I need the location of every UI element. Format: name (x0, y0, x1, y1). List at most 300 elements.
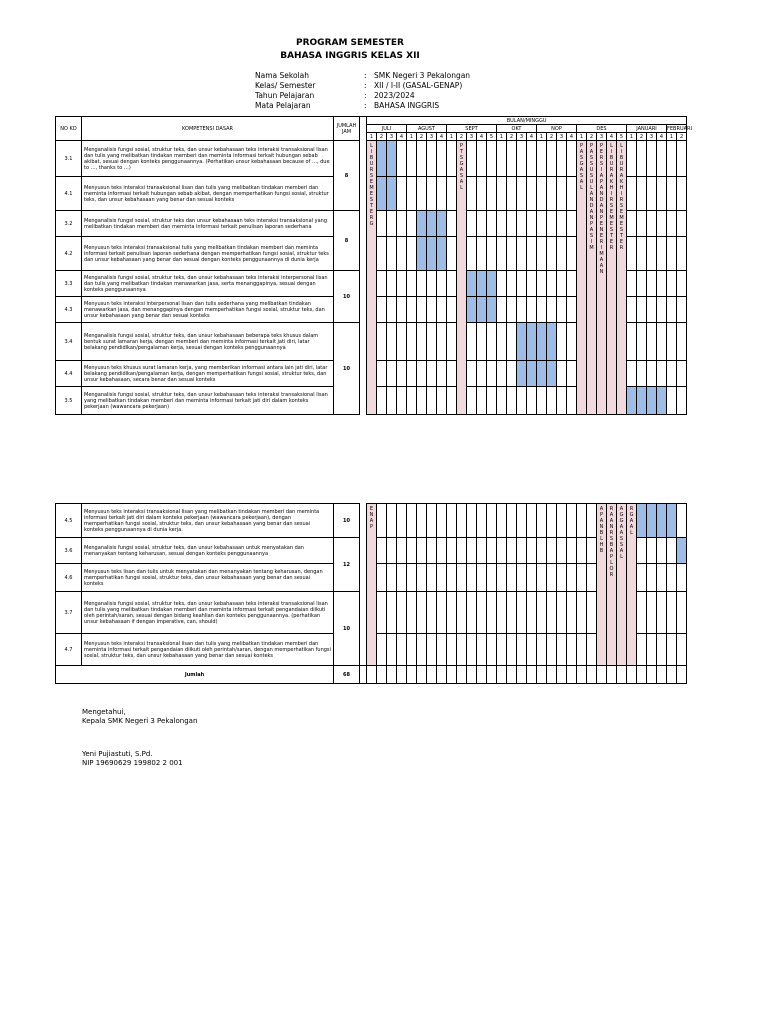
schedule-cell-active (527, 361, 537, 387)
info-colon: : (364, 71, 367, 80)
schedule-cell (677, 237, 687, 271)
schedule-cell (427, 177, 437, 211)
schedule-cell (397, 297, 407, 323)
schedule-cell (517, 592, 527, 634)
kd-number: 3.3 (56, 271, 82, 297)
schedule-cell (537, 141, 547, 177)
info-label: Tahun Pelajaran (255, 91, 315, 100)
schedule-cell-active (537, 323, 547, 361)
week-number: 2 (637, 133, 647, 141)
schedule-cell (647, 271, 657, 297)
schedule-cell (477, 211, 487, 237)
schedule-cell (367, 666, 377, 684)
kd-row (56, 141, 687, 177)
schedule-cell (417, 323, 427, 361)
week-number: 1 (407, 133, 417, 141)
week-number: 1 (447, 133, 457, 141)
week-number: 4 (437, 133, 447, 141)
schedule-cell (657, 271, 667, 297)
schedule-cell (397, 237, 407, 271)
kd-description: Menganalisis fungsi sosial, struktur teks, dan unsur kebahasaan teks interaksi transaksional lisan dan tulis yang melibatkan tindakan memberi dan meminta informasi terkait hubungan sebab akibat, sesuai dengan konteks penggunaannya. (Perhatikan unsur kebahasaan because of …, due to …, thanks to …) (82, 141, 334, 177)
schedule-cell (527, 504, 537, 538)
schedule-cell (677, 504, 687, 538)
schedule-cell (397, 538, 407, 564)
schedule-cell (447, 538, 457, 564)
schedule-cell (657, 538, 667, 564)
schedule-cell (417, 504, 427, 538)
schedule-cell (627, 211, 637, 237)
kd-description: Menganalisis fungsi sosial, struktur teks, dan unsur kebahasaan beberapa teks khusus dalam bentuk surat lamaran kerja, dengan memberi dan meminta informasi terkait jati diri, latar belakang pendidikan/pengalaman kerja, sesuai dengan konteks penggunaannya (82, 323, 334, 361)
vertical-label: A P A N B L H B (597, 504, 607, 666)
schedule-cell (487, 634, 497, 666)
week-number: 1 (497, 133, 507, 141)
schedule-cell (407, 177, 417, 211)
schedule-cell (407, 211, 417, 237)
schedule-cell (417, 177, 427, 211)
schedule-cell (527, 666, 537, 684)
kd-number: 3.7 (56, 592, 82, 634)
kd-description: Menyusun teks interaksi interpersonal lisan dan tulis sederhana yang melibatkan tindakan menawarkan jasa, dan menanggapinya dengan memperhatikan fungsi sosial, struktur teks, dan unsur kebahasaan yang benar dan sesuai konteks (82, 297, 334, 323)
schedule-cell (467, 504, 477, 538)
schedule-cell (447, 504, 457, 538)
kd-number: 3.6 (56, 538, 82, 564)
schedule-cell (397, 634, 407, 666)
schedule-cell (677, 177, 687, 211)
schedule-cell (667, 666, 677, 684)
week-number: 3 (647, 133, 657, 141)
schedule-cell (397, 271, 407, 297)
schedule-cell (487, 387, 497, 415)
jumlah-jam-value: 10 (334, 271, 360, 323)
schedule-cell (547, 237, 557, 271)
schedule-cell (647, 237, 657, 271)
week-number: 4 (607, 133, 617, 141)
schedule-cell (677, 666, 687, 684)
week-number: 3 (467, 133, 477, 141)
info-colon: : (364, 101, 367, 110)
schedule-cell (517, 237, 527, 271)
week-number: 3 (517, 133, 527, 141)
schedule-cell (387, 538, 397, 564)
schedule-cell (627, 177, 637, 211)
schedule-cell (467, 666, 477, 684)
week-number: 2 (417, 133, 427, 141)
kd-description: Menganalisis fungsi sosial, struktur teks, dan unsur kebahasaan teks interaksi transaksional lisan yang melibatkan tindakan memberi dan meminta informasi terkait jati diri dalam konteks pekerjaan (wawancara pekerjaan) (82, 387, 334, 415)
schedule-cell (497, 564, 507, 592)
schedule-cell (467, 634, 477, 666)
month-header: NOP (537, 125, 577, 133)
schedule-cell (637, 271, 647, 297)
schedule-cell (577, 592, 587, 634)
schedule-cell-active (637, 387, 647, 415)
schedule-cell (557, 323, 567, 361)
schedule-cell (647, 592, 657, 634)
schedule-cell (627, 666, 637, 684)
schedule-cell-active (437, 237, 447, 271)
schedule-cell-active (547, 323, 557, 361)
schedule-cell (507, 271, 517, 297)
schedule-cell (377, 592, 387, 634)
schedule-cell (487, 141, 497, 177)
schedule-cell (437, 387, 447, 415)
schedule-cell (567, 361, 577, 387)
schedule-cell (657, 211, 667, 237)
week-number: 4 (657, 133, 667, 141)
schedule-cell (467, 387, 477, 415)
schedule-cell (447, 211, 457, 237)
week-number: 2 (587, 133, 597, 141)
schedule-cell (507, 538, 517, 564)
schedule-cell (407, 323, 417, 361)
kd-number: 4.4 (56, 361, 82, 387)
header-spacer (360, 117, 367, 141)
info-block (0, 71, 768, 115)
schedule-cell (467, 211, 477, 237)
month-header: OKT (497, 125, 537, 133)
schedule-cell (467, 361, 477, 387)
schedule-cell (417, 666, 427, 684)
info-colon: : (364, 91, 367, 100)
kd-number: 3.4 (56, 323, 82, 361)
schedule-cell (567, 323, 577, 361)
schedule-cell (667, 211, 677, 237)
schedule-cell (397, 387, 407, 415)
kd-number: 3.2 (56, 211, 82, 237)
schedule-cell (517, 271, 527, 297)
schedule-cell (497, 538, 507, 564)
week-number: 3 (427, 133, 437, 141)
schedule-cell (567, 177, 577, 211)
schedule-cell (487, 592, 497, 634)
schedule-cell-active (677, 538, 687, 564)
info-value: BAHASA INGGRIS (374, 101, 440, 110)
schedule-cell (487, 538, 497, 564)
schedule-cell-active (387, 141, 397, 177)
month-header: FEBRUARI (667, 125, 692, 132)
schedule-cell (477, 666, 487, 684)
schedule-cell-active (377, 177, 387, 211)
schedule-cell (377, 387, 387, 415)
week-number: 3 (557, 133, 567, 141)
schedule-cell (497, 387, 507, 415)
schedule-cell (547, 211, 557, 237)
schedule-cell (407, 361, 417, 387)
schedule-cell (547, 177, 557, 211)
kd-description: Menyusun teks lisan dan tulis untuk menyatakan dan menanyakan tentang keharusan, dengan memperhatikan fungsi sosial, struktur teks, dan unsur kebahasaan yang benar dan sesuai konteks (82, 564, 334, 592)
schedule-cell (397, 177, 407, 211)
schedule-cell (557, 504, 567, 538)
schedule-cell (587, 592, 597, 634)
schedule-cell (567, 297, 577, 323)
schedule-cell (397, 666, 407, 684)
schedule-cell (577, 634, 587, 666)
week-number: 4 (567, 133, 577, 141)
schedule-cell (497, 237, 507, 271)
schedule-cell (507, 504, 517, 538)
schedule-cell (407, 297, 417, 323)
schedule-cell (377, 297, 387, 323)
week-number: 4 (397, 133, 407, 141)
schedule-cell (527, 211, 537, 237)
total-label: Jumlah (56, 666, 334, 684)
schedule-cell (407, 564, 417, 592)
schedule-cell (527, 538, 537, 564)
schedule-cell (427, 538, 437, 564)
kd-number: 4.2 (56, 237, 82, 271)
schedule-cell (677, 634, 687, 666)
schedule-cell (447, 141, 457, 177)
schedule-cell (647, 361, 657, 387)
footer-nama: Yeni Pujiastuti, S.Pd. (82, 750, 153, 758)
schedule-cell (567, 504, 577, 538)
schedule-cell (397, 211, 407, 237)
schedule-cell (637, 141, 647, 177)
schedule-cell (547, 271, 557, 297)
schedule-cell (667, 297, 677, 323)
schedule-cell (517, 634, 527, 666)
schedule-cell-active (417, 211, 427, 237)
doc-title: PROGRAM SEMESTER (296, 38, 404, 48)
schedule-cell (547, 387, 557, 415)
schedule-cell (437, 592, 447, 634)
schedule-cell (527, 297, 537, 323)
schedule-cell-active (477, 271, 487, 297)
info-value: XII / I-II (GASAL-GENAP) (374, 81, 463, 90)
schedule-cell (517, 141, 527, 177)
schedule-cell (507, 323, 517, 361)
schedule-cell (487, 211, 497, 237)
schedule-cell (377, 504, 387, 538)
schedule-cell (427, 141, 437, 177)
schedule-cell (667, 323, 677, 361)
schedule-cell (397, 361, 407, 387)
vertical-label: P T S G A S A L (457, 141, 467, 415)
footer-nip: NIP 19690629 199802 2 001 (82, 759, 183, 767)
kd-number: 4.5 (56, 504, 82, 538)
header-no-kd: NO KD (56, 117, 82, 141)
week-number: 2 (377, 133, 387, 141)
schedule-cell-active (427, 211, 437, 237)
vertical-label: L I B U R A K H I R S E M E S T E R (617, 141, 627, 415)
schedule-cell (507, 237, 517, 271)
schedule-cell (627, 323, 637, 361)
schedule-cell (527, 141, 537, 177)
schedule-cell (607, 666, 617, 684)
schedule-cell (567, 564, 577, 592)
info-colon: : (364, 81, 367, 90)
info-label: Mata Pelajaran (255, 101, 311, 110)
schedule-cell (577, 666, 587, 684)
schedule-cell (507, 297, 517, 323)
week-number: 1 (667, 133, 677, 141)
schedule-cell (547, 297, 557, 323)
schedule-cell (457, 504, 467, 538)
month-header: SEPT (447, 125, 497, 133)
kd-number: 4.6 (56, 564, 82, 592)
schedule-cell (587, 538, 597, 564)
schedule-cell (407, 387, 417, 415)
schedule-cell (417, 538, 427, 564)
schedule-cell (547, 592, 557, 634)
schedule-cell (477, 387, 487, 415)
schedule-cell (477, 538, 487, 564)
schedule-cell (497, 666, 507, 684)
schedule-cell (487, 177, 497, 211)
schedule-cell (467, 538, 477, 564)
schedule-cell (427, 504, 437, 538)
schedule-cell (657, 592, 667, 634)
schedule-cell (657, 564, 667, 592)
info-label: Kelas/ Semester (255, 81, 316, 90)
schedule-cell (497, 323, 507, 361)
schedule-cell (537, 564, 547, 592)
schedule-cell (387, 211, 397, 237)
schedule-cell (677, 271, 687, 297)
spacer-column (360, 666, 367, 684)
schedule-cell (667, 271, 677, 297)
schedule-cell (407, 141, 417, 177)
spacer-column (360, 504, 367, 666)
schedule-cell (567, 387, 577, 415)
kd-description: Menganalisis fungsi sosial, struktur teks, dan unsur kebahasaan teks interaksi transaksional lisan dan tulis yang melibatkan tindakan memberi dan meminta informasi terkait pengandaian diikuti oleh perintah/saran, sesuai dengan bidang keahlian dan konteks penggunaannya. (perhatikan unsur kebahasaan if dengan imperative, can, should) (82, 592, 334, 634)
schedule-cell (487, 361, 497, 387)
schedule-cell (397, 564, 407, 592)
schedule-cell (547, 141, 557, 177)
kd-description: Menyusun teks khusus surat lamaran kerja, yang memberikan informasi antara lain jati diri, latar belakang pendidikan/pengalaman kerja, dengan memperhatikan fungsi sosial, struktur teks, dan unsur kebahasaan, secara benar dan sesuai konteks (82, 361, 334, 387)
schedule-cell (637, 634, 647, 666)
schedule-cell (467, 237, 477, 271)
schedule-cell (647, 666, 657, 684)
schedule-cell (477, 323, 487, 361)
footer-mengetahui: Mengetahui, (82, 708, 126, 716)
schedule-cell (547, 564, 557, 592)
schedule-cell (457, 592, 467, 634)
vertical-label: R G A A L (627, 504, 637, 666)
schedule-cell (397, 323, 407, 361)
kd-number: 4.3 (56, 297, 82, 323)
schedule-cell (527, 271, 537, 297)
vertical-label: A G G A A S S A L (617, 504, 627, 666)
schedule-cell (537, 237, 547, 271)
schedule-cell (447, 297, 457, 323)
schedule-cell (647, 538, 657, 564)
schedule-cell (517, 538, 527, 564)
schedule-cell (667, 361, 677, 387)
schedule-cell-active (427, 237, 437, 271)
schedule-cell (557, 297, 567, 323)
schedule-cell (617, 666, 627, 684)
schedule-cell-active (467, 297, 477, 323)
schedule-cell (457, 564, 467, 592)
schedule-cell (497, 634, 507, 666)
schedule-cell (417, 141, 427, 177)
schedule-cell (547, 666, 557, 684)
schedule-cell (377, 271, 387, 297)
schedule-cell-active (537, 361, 547, 387)
schedule-cell (677, 592, 687, 634)
schedule-cell (667, 141, 677, 177)
schedule-cell (427, 564, 437, 592)
schedule-cell (467, 177, 477, 211)
schedule-cell (547, 504, 557, 538)
schedule-cell (557, 387, 567, 415)
schedule-cell (677, 564, 687, 592)
schedule-cell (567, 666, 577, 684)
schedule-cell (557, 538, 567, 564)
schedule-cell (447, 387, 457, 415)
schedule-cell (657, 666, 667, 684)
schedule-cell-active (627, 387, 637, 415)
vertical-label: P A S S U S U L A N D A N P A S I M (587, 141, 597, 415)
schedule-cell (517, 297, 527, 323)
schedule-cell (467, 564, 477, 592)
schedule-cell (587, 666, 597, 684)
schedule-cell (477, 592, 487, 634)
schedule-cell (467, 592, 477, 634)
vertical-label: P A S G A S A L (577, 141, 587, 415)
schedule-cell (377, 237, 387, 271)
schedule-table-semester-2 (55, 503, 687, 684)
schedule-cell (407, 504, 417, 538)
total-row (56, 666, 687, 684)
schedule-cell (427, 361, 437, 387)
schedule-cell (507, 592, 517, 634)
schedule-cell (457, 538, 467, 564)
schedule-cell (667, 538, 677, 564)
schedule-cell (437, 504, 447, 538)
schedule-cell (647, 564, 657, 592)
schedule-cell (387, 564, 397, 592)
schedule-cell (637, 297, 647, 323)
schedule-cell (417, 564, 427, 592)
schedule-cell (457, 634, 467, 666)
schedule-cell (567, 271, 577, 297)
schedule-cell (637, 177, 647, 211)
schedule-cell (497, 361, 507, 387)
schedule-cell (397, 592, 407, 634)
vertical-label: R A A N R S B A P L O R (607, 504, 617, 666)
schedule-cell (537, 297, 547, 323)
schedule-cell (447, 237, 457, 271)
schedule-cell (537, 592, 547, 634)
week-number: 5 (487, 133, 497, 141)
schedule-cell (427, 634, 437, 666)
kd-number: 3.5 (56, 387, 82, 415)
vertical-label: P E R S I A P A N D A N P E N E R I M A A N (597, 141, 607, 415)
vertical-label: L I B U R A K H I R S E M E S T E R (607, 141, 617, 415)
schedule-cell (507, 211, 517, 237)
schedule-cell (647, 141, 657, 177)
schedule-cell (677, 141, 687, 177)
schedule-cell (447, 592, 457, 634)
schedule-cell-active (437, 211, 447, 237)
schedule-cell (537, 538, 547, 564)
jumlah-jam-value: 10 (334, 504, 360, 538)
month-header: JANUARI (627, 125, 667, 133)
schedule-cell (497, 592, 507, 634)
schedule-cell (517, 666, 527, 684)
schedule-cell (447, 564, 457, 592)
schedule-cell (557, 634, 567, 666)
vertical-label: E N A P (367, 504, 377, 666)
schedule-cell (427, 666, 437, 684)
schedule-cell (647, 634, 657, 666)
schedule-cell (627, 361, 637, 387)
schedule-cell (527, 634, 537, 666)
schedule-cell (527, 237, 537, 271)
week-number: 1 (577, 133, 587, 141)
jumlah-jam-value: 8 (334, 211, 360, 271)
